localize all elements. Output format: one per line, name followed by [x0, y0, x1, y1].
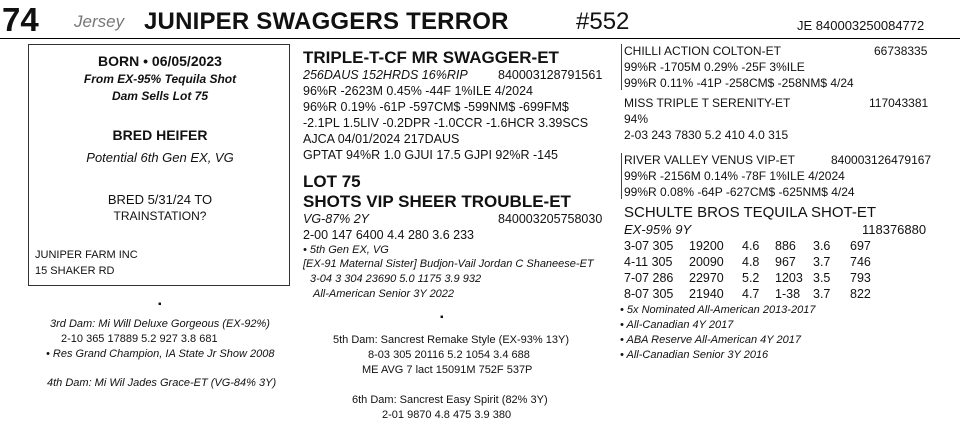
sixth-dam-record: 2-01 9870 4.8 475 3.9 380: [382, 409, 512, 421]
owner-address: 15 SHAKER RD: [35, 265, 115, 277]
maternal-sister-record: 3-04 3 304 23690 5.0 1175 3.9 932: [310, 273, 482, 285]
record-cell: 4.8: [742, 255, 760, 269]
record-cell: 697: [850, 239, 871, 253]
sires-dam-line-2: 2-03 243 7830 5.2 410 4.0 315: [624, 128, 789, 142]
owner-name: JUNIPER FARM INC: [35, 249, 138, 261]
record-cell: 3.6: [813, 239, 831, 253]
award-item: • 5x Nominated All-American 2013-2017: [620, 304, 816, 316]
award-item: • All-Canadian 4Y 2017: [620, 319, 734, 331]
sires-dam-name: MISS TRIPLE T SERENITY-ET: [624, 96, 791, 110]
lot-number: 74: [2, 1, 39, 38]
separator-dot: ▪: [158, 299, 162, 310]
record-cell: 1203: [775, 271, 803, 285]
separator-dot: ▪: [440, 312, 444, 323]
animal-info-box: [28, 44, 290, 286]
dams-sire-name: RIVER VALLEY VENUS VIP-ET: [624, 153, 795, 167]
record-cell: 8-07 305: [624, 287, 674, 301]
maternal-sister: [EX-91 Maternal Sister] Budjon-Vail Jordan C Shaneese-ET: [303, 258, 594, 270]
record-cell: 19200: [689, 239, 724, 253]
dam-id: 840003205758030: [498, 212, 603, 226]
sire-line-3: 96%R 0.19% -61P -597CM$ -599NM$ -699FM$: [303, 100, 569, 114]
record-cell: 4.7: [742, 287, 760, 301]
status-label: BRED HEIFER: [112, 127, 208, 143]
sires-dam-line-1: 94%: [624, 112, 649, 126]
record-cell: 886: [775, 239, 796, 253]
dam-sells-line: Dam Sells Lot 75: [111, 89, 209, 103]
record-cell: 822: [850, 287, 871, 301]
fifth-dam-average: ME AVG 7 lact 15091M 752F 537P: [362, 364, 533, 376]
sire-line-6: GPTAT 94%R 1.0 GJUI 17.5 GJPI 92%R -145: [303, 148, 558, 162]
sixth-dam: 6th Dam: Sancrest Easy Spirit (82% 3Y): [352, 394, 548, 406]
sire-line-5: AJCA 04/01/2024 217DAUS: [303, 132, 460, 146]
record-cell: 4-11 305: [624, 255, 673, 269]
dam-name: SHOTS VIP SHEER TROUBLE-ET: [303, 192, 571, 211]
third-dam: 3rd Dam: Mi Will Deluxe Gorgeous (EX-92%): [50, 318, 270, 330]
record-cell: 3-07 305: [624, 239, 674, 253]
sire-name: TRIPLE-T-CF MR SWAGGER-ET: [303, 48, 559, 67]
record-cell: 7-07 286: [624, 271, 674, 285]
dams-sire-line-2: 99%R 0.08% -64P -627CM$ -625NM$ 4/24: [624, 185, 855, 199]
animal-name: JUNIPER SWAGGERS TERROR: [144, 8, 509, 35]
breed-label: Jersey: [74, 12, 125, 31]
sire-line-4: -2.1PL 1.5LIV -0.2DPR -1.0CCR -1.6HCR 3.39SCS: [303, 116, 589, 130]
third-dam-record: 2-10 365 17889 5.2 927 3.8 681: [61, 333, 218, 345]
header-divider: [0, 38, 960, 39]
record-cell: 3.7: [813, 287, 831, 301]
dams-dam-class: EX-95% 9Y: [624, 222, 692, 237]
record-cell: 1-38: [775, 287, 801, 301]
dams-sire-id: 840003126479167: [831, 153, 932, 167]
dams-dam-name: SCHULTE BROS TEQUILA SHOT-ET: [624, 204, 876, 221]
sires-dam-id: 117043381: [869, 96, 929, 110]
dam-lot-label: LOT 75: [303, 172, 361, 191]
dam-record: 2-00 147 6400 4.4 280 3.6 233: [303, 228, 474, 242]
sires-sire-line-1: 99%R -1705M 0.29% -25F 3%ILE: [624, 60, 805, 74]
sire-line-2: 96%R -2623M 0.45% -44F 1%ILE 4/2024: [303, 84, 533, 98]
record-cell: 22970: [689, 271, 724, 285]
from-dam-line: From EX-95% Tequila Shot: [83, 72, 237, 86]
sire-line-1: 256DAUS 152HRDS 16%RIP: [303, 68, 468, 82]
award-item: • ABA Reserve All-American 4Y 2017: [620, 334, 801, 346]
sires-sire-name: CHILLI ACTION COLTON-ET: [624, 44, 781, 58]
fourth-dam: 4th Dam: Mi Wil Jades Grace-ET (VG-84% 3Y): [47, 377, 277, 389]
third-dam-award: • Res Grand Champion, IA State Jr Show 2008: [46, 348, 275, 360]
record-cell: 3.7: [813, 255, 831, 269]
sires-sire-line-2: 99%R 0.11% -41P -258CM$ -258NM$ 4/24: [624, 76, 854, 90]
bracket-line: [621, 153, 622, 199]
bred-date-line: BRED 5/31/24 TO: [107, 192, 213, 207]
fifth-dam-record: 8-03 305 20116 5.2 1054 3.4 688: [368, 349, 530, 361]
record-cell: 793: [850, 271, 871, 285]
registration-number: #552: [576, 8, 630, 35]
dam-bullet: • 5th Gen EX, VG: [303, 244, 389, 256]
record-cell: 20090: [689, 255, 724, 269]
record-cell: 4.6: [742, 239, 760, 253]
bred-to-line: TRAINSTATION?: [113, 209, 207, 223]
birth-date: BORN • 06/05/2023: [98, 53, 222, 69]
je-id: JE 840003250084772: [797, 18, 925, 33]
record-cell: 746: [850, 255, 871, 269]
record-cell: 3.5: [813, 271, 831, 285]
bracket-line: [621, 44, 622, 90]
dams-dam-id: 118376880: [862, 222, 927, 237]
sires-sire-id: 66738335: [874, 44, 928, 58]
maternal-sister-award: All-American Senior 3Y 2022: [313, 288, 455, 300]
record-cell: 21940: [689, 287, 724, 301]
dams-sire-line-1: 99%R -2156M 0.14% -78F 1%ILE 4/2024: [624, 169, 845, 183]
dam-class: VG-87% 2Y: [303, 212, 370, 226]
award-item: • All-Canadian Senior 3Y 2016: [620, 349, 769, 361]
record-cell: 5.2: [742, 271, 760, 285]
sire-id: 840003128791561: [498, 68, 603, 82]
potential-line: Potential 6th Gen EX, VG: [86, 150, 234, 165]
fifth-dam: 5th Dam: Sancrest Remake Style (EX-93% 13Y): [333, 334, 569, 346]
record-cell: 967: [775, 255, 796, 269]
